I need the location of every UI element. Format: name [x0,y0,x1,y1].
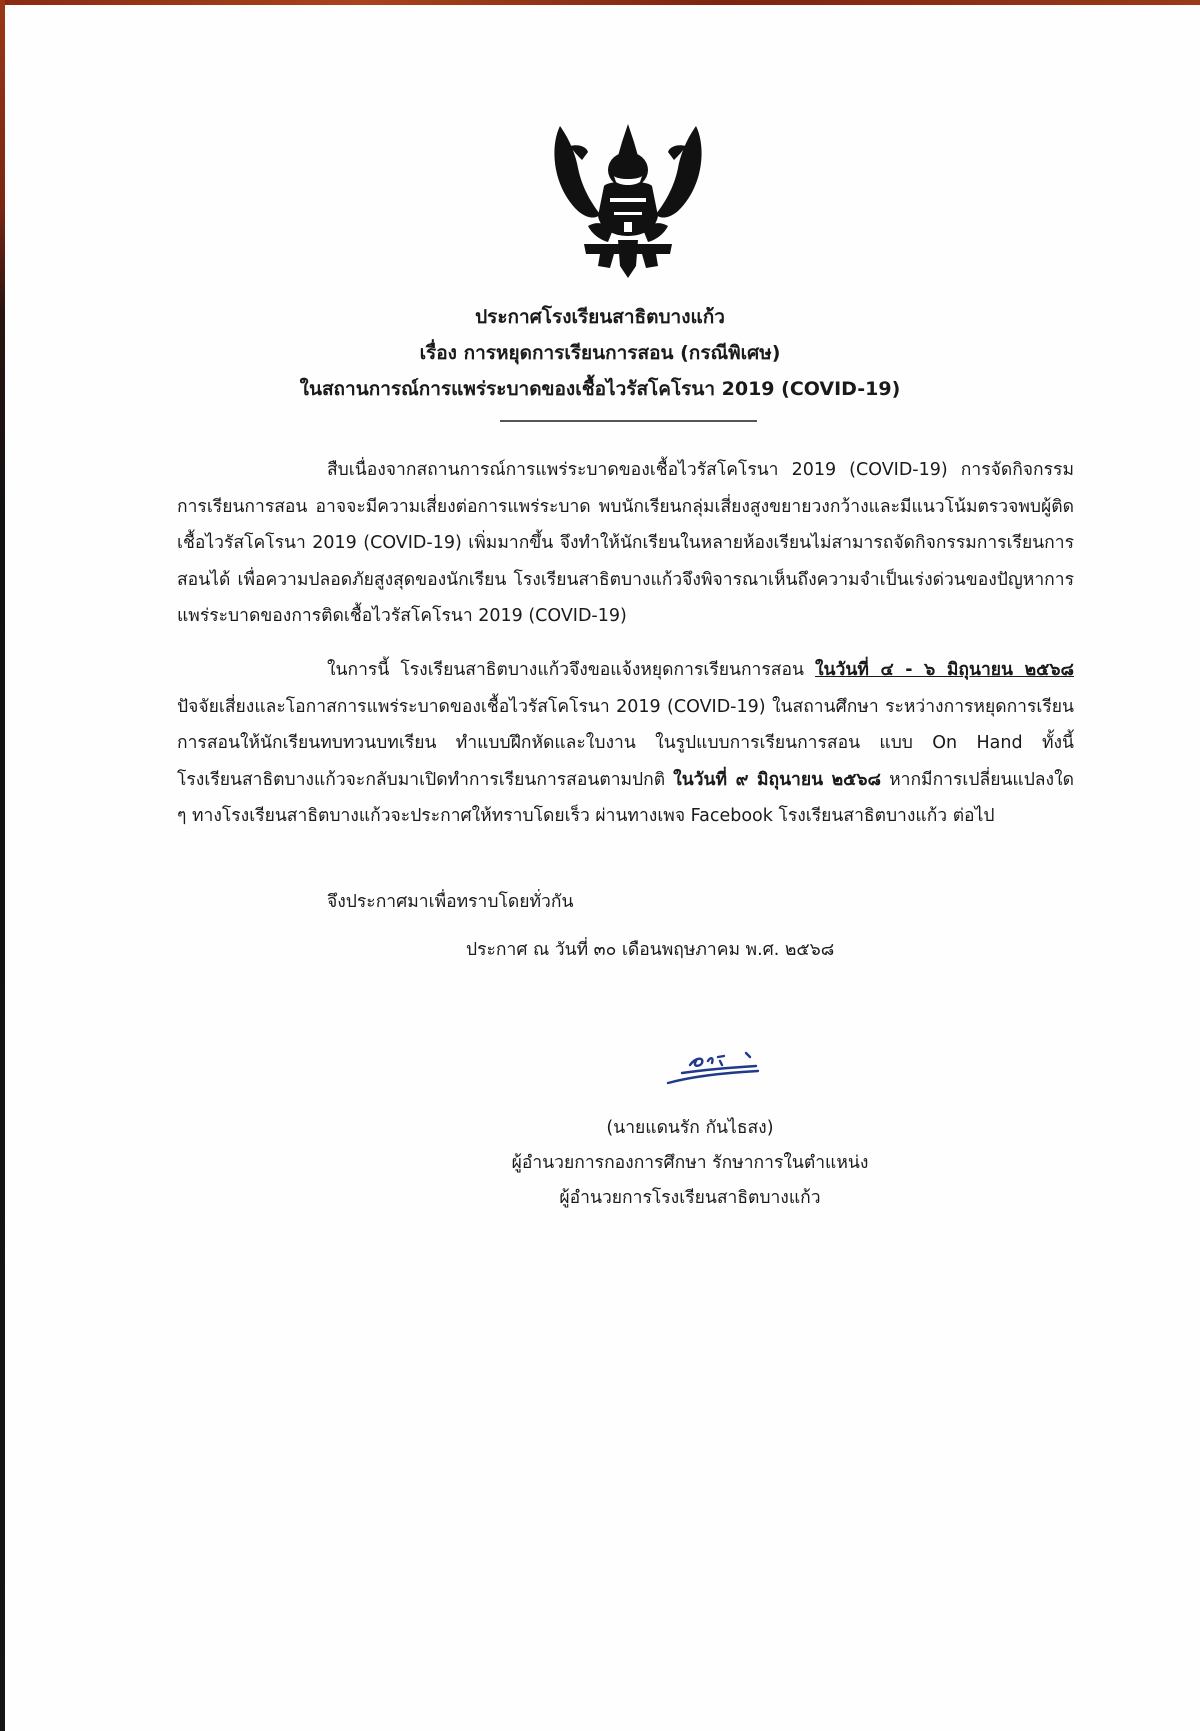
signer-name: (นายแดนรัก กันไธสง) [606,1118,774,1138]
announcement-context: ในสถานการณ์การแพร่ระบาดของเชื้อไวรัสโคโรนา 2019 (COVID-19) [299,378,901,400]
signer-position: ผู้อำนวยการกองการศึกษา รักษาการในตำแหน่ง [511,1153,869,1173]
signer-acting-position: ผู้อำนวยการโรงเรียนสาธิตบางแก้ว [559,1188,821,1208]
closure-text-2: ปัจจัยเสี่ยงและโอกาสการแพร่ระบาดของเชื้อไวรัสโคโรนา 2019 (COVID-19) ในสถานศึกษา ระหว่างการหยุดการเรียนการสอนให้นักเรียนทบทวนบทเรียน ทำแบบฝึกหัดและใบงาน ในรูปแบบการเรียนการสอน แบบ On Hand ทั้งนี้ โรงเรียนสาธิตบางแก้วจะกลับมาเปิดทำการเรียนการสอนตามปกติ [177,696,1074,790]
announcement-title: ประกาศโรงเรียนสาธิตบางแก้ว [475,306,725,328]
announcement-subject: เรื่อง การหยุดการเรียนการสอน (กรณีพิเศษ) [419,342,781,364]
signature-icon [660,1035,800,1095]
closure-text-3: หากมีการเปลี่ยนแปลงใด ๆ ทางโรงเรียนสาธิตบางแก้วจะประกาศให้ทราบโดยเร็ว ผ่านทางเพจ Facebook โรงเรียนสาธิตบางแก้ว ต่อไป [177,769,1074,826]
paragraph-closure-notice [177,652,1074,835]
announcement-date: ประกาศ ณ วันที่ ๓๐ เดือนพฤษภาคม พ.ศ. ๒๕๖๘ [466,940,835,960]
closure-dates: ในวันที่ ๔ - ๖ มิถุนายน ๒๕๖๘ [815,660,1074,680]
reopen-date: ในวันที่ ๙ มิถุนายน ๒๕๖๘ [673,769,882,790]
paragraph-background: สืบเนื่องจากสถานการณ์การแพร่ระบาดของเชื้อไวรัสโคโรนา 2019 (COVID-19) การจัดกิจกรรมการเรียนการสอน อาจจะมีความเสี่ยงต่อการแพร่ระบาด พบนักเรียนกลุ่มเสี่ยงสูงขยายวงกว้างและมีแนวโน้มตรวจพบผู้ติดเชื้อไวรัสโคโรนา 2019 (COVID-19) เพิ่มมากขึ้น จึงทำให้นักเรียนในหลายห้องเรียนไม่สามารถจัดกิจกรรมการเรียนการสอนได้ เพื่อความปลอดภัยสูงสุดของนักเรียน โรงเรียนสาธิตบางแก้วจึงพิจารณาเห็นถึงความจำเป็นเร่งด่วนของปัญหาการแพร่ระบาดของการติดเชื้อไวรัสโคโรนา 2019 (COVID-19) [177,460,1074,626]
closing-statement: จึงประกาศมาเพื่อทราบโดยทั่วกัน [327,892,574,912]
title-divider [500,420,757,422]
garuda-emblem-icon [548,116,708,286]
closure-text-1: ในการนี้ โรงเรียนสาธิตบางแก้วจึงขอแจ้งหยุดการเรียนการสอน [327,660,816,680]
